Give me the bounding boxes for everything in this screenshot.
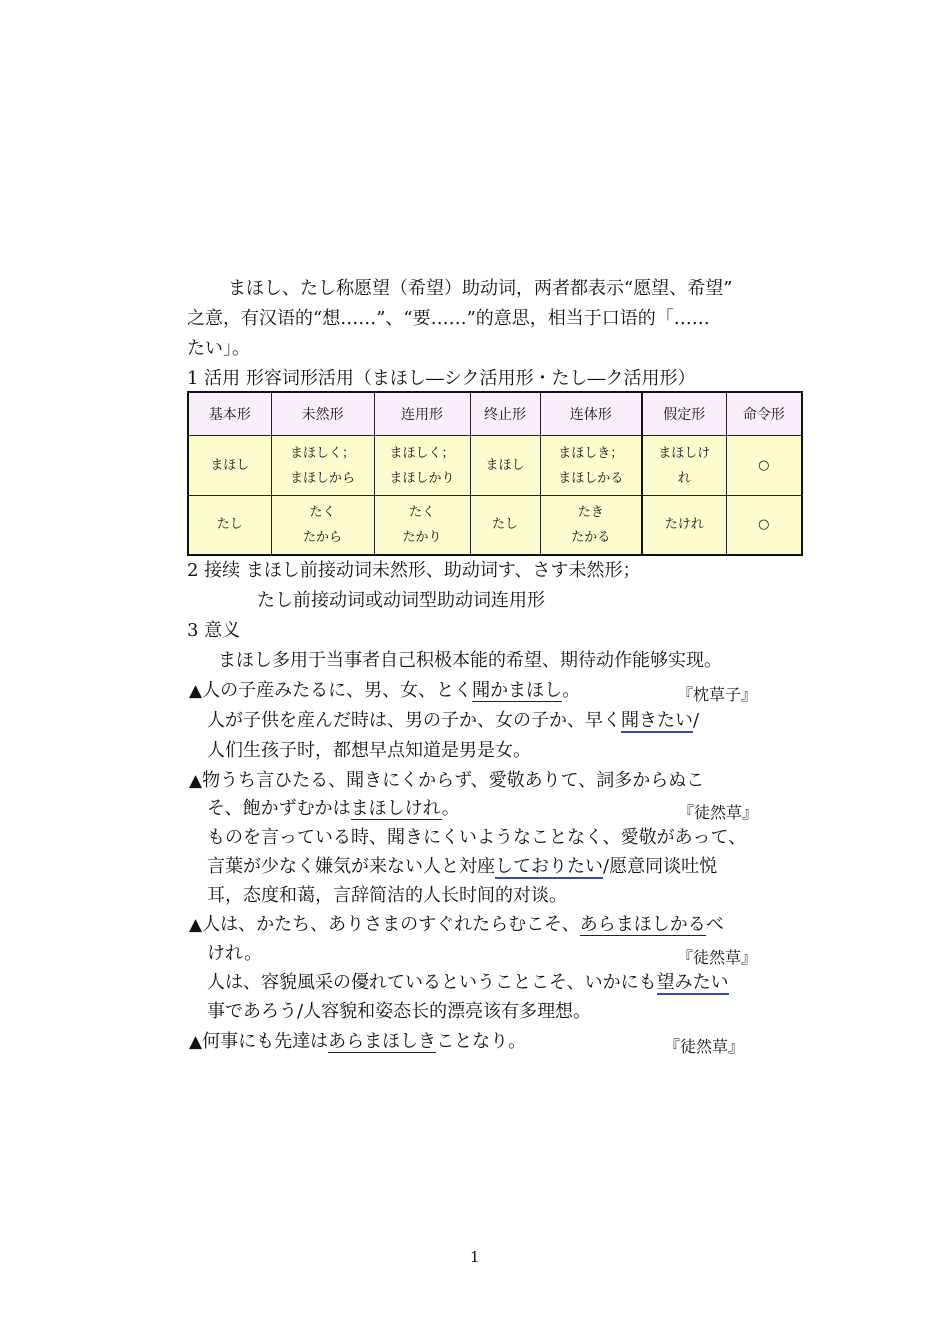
underlined-text: 聞きたい: [621, 710, 693, 731]
table-cell: たし: [470, 496, 540, 555]
underlined-text: 聞かまほし: [472, 680, 563, 701]
page-number: 1: [470, 1248, 480, 1266]
section-3-heading: 3 意义: [187, 620, 241, 641]
translation-text: 言葉が少なく嫌気が来ない人と対座: [207, 856, 495, 877]
cell-line: まほしく；: [289, 445, 355, 461]
header-cell: 假定形: [642, 392, 726, 436]
cell-line: たく: [309, 504, 336, 520]
section-3-description: まほし多用于当事者自己积极本能的希望、期待动作能够实现。: [218, 650, 722, 671]
table-row: [188, 496, 802, 555]
table-cell: たし: [188, 496, 271, 555]
sentence-text: 人の子産みたるに、男、女、とく: [202, 680, 473, 701]
triangle-bullet-icon: ▲: [189, 681, 203, 701]
sentence-text: そ、飽かずむかは: [207, 798, 351, 819]
cell-line: まほしから: [289, 470, 355, 486]
table-cell: まほし: [470, 436, 540, 496]
example-2-line-4: [207, 856, 717, 878]
conjugation-table: [187, 391, 803, 556]
translation-text: 人が子供を産んだ時は、男の子か、女の子か、早く: [207, 710, 621, 731]
source-citation: 『徒然草』: [664, 1037, 745, 1056]
sentence-text: べ: [705, 914, 724, 935]
cell-line: れ: [677, 470, 691, 486]
section-2-line-2: たし前接动词或动词型助动词连用形: [257, 590, 545, 611]
source-citation: 『枕草子』: [677, 685, 758, 704]
example-4-line-1: [189, 1031, 526, 1053]
example-3-line-2: けれ。: [207, 943, 263, 964]
underlined-text: 望みたい: [656, 972, 729, 993]
triangle-bullet-icon: ▲: [189, 915, 203, 935]
translation-text: 人は、容貌風采の優れているということこそ、いかにも: [207, 972, 657, 993]
cell-line: まほしけ: [658, 445, 711, 461]
header-cell: 基本形: [188, 392, 271, 436]
intro-line-1: まほし、たし称愿望（希望）助动词，两者都表示“愿望、希望”: [210, 278, 733, 299]
table-cell: [271, 496, 374, 555]
table-cell: [642, 436, 726, 496]
cell-line: まほしかる: [558, 470, 624, 486]
header-cell: 连用形: [374, 392, 470, 436]
intro-line-3: たい」。: [187, 338, 250, 359]
triangle-bullet-icon: ▲: [189, 1032, 203, 1052]
example-2-line-2: [207, 798, 460, 820]
underlined-text: しておりたい: [495, 856, 603, 877]
section-2-line-1: 2 接续 まほし前接动词未然形、助动词す、さす未然形；: [187, 560, 641, 581]
triangle-bullet-icon: ▲: [189, 771, 203, 791]
example-3-line-3: [207, 972, 729, 994]
header-cell: 连体形: [540, 392, 642, 436]
example-3-line-4: 事であろう/人容貌和姿态长的漂亮该有多理想。: [207, 1001, 592, 1022]
cell-line: まほしく；: [389, 445, 455, 461]
table-cell: ○: [726, 436, 802, 496]
sentence-text: ことなり。: [436, 1031, 527, 1052]
cell-line: まほしき；: [558, 445, 624, 461]
header-cell: 未然形: [271, 392, 374, 436]
table-row: [188, 436, 802, 496]
example-2-line-1: [189, 770, 704, 792]
translation-text: /: [693, 710, 700, 731]
table-cell: [271, 436, 374, 496]
example-1-line-3: 人们生孩子时，都想早点知道是男是女。: [207, 740, 531, 761]
underlined-text: あらまほしき: [328, 1031, 437, 1052]
example-1-line-2: [207, 710, 699, 732]
header-cell: 终止形: [470, 392, 540, 436]
table-cell: まほし: [188, 436, 271, 496]
cell-line: たかり: [402, 529, 442, 545]
table-cell: [374, 436, 470, 496]
cell-line: たから: [302, 529, 342, 545]
table-cell: [540, 496, 642, 555]
sentence-text: 何事にも先達は: [202, 1031, 329, 1052]
cell-line: たき: [577, 504, 604, 520]
underlined-text: あらまほしかる: [579, 914, 706, 935]
cell-line: たかる: [571, 529, 611, 545]
sentence-text: 人は、かたち、ありさまのすぐれたらむこそ、: [202, 914, 580, 935]
example-2-line-5: 耳，态度和蔼，言辞简洁的人长时间的对谈。: [207, 885, 567, 906]
cell-line: たく: [408, 504, 435, 520]
table-header-row: [188, 392, 802, 436]
sentence-text: 。: [562, 680, 581, 701]
example-3-line-1: [189, 914, 724, 936]
table-cell: [540, 436, 642, 496]
example-2-line-3: ものを言っている時、聞きにくいようなことなく、愛敬があって、: [207, 827, 747, 848]
sentence-text: 物うち言ひたる、聞きにくからず、愛敬ありて、詞多からぬこ: [202, 770, 705, 791]
table-cell: [374, 496, 470, 555]
table-cell: たけれ: [642, 496, 726, 555]
underlined-text: まほしけれ: [350, 798, 442, 819]
intro-line-2: 之意，有汉语的“想……”、“要……”的意思，相当于口语的「……: [187, 308, 710, 329]
section-1-heading: 1 活用 形容词形活用（まほし―シク活用形・たし―ク活用形）: [187, 368, 696, 389]
sentence-text: 。: [441, 798, 460, 819]
source-citation: 『徒然草』: [677, 948, 758, 967]
source-citation: 『徒然草』: [678, 803, 759, 822]
cell-line: まほしかり: [389, 470, 455, 486]
table-cell: ○: [726, 496, 802, 555]
example-1-line-1: [189, 680, 580, 702]
header-cell: 命令形: [726, 392, 802, 436]
translation-text: /愿意同谈吐悦: [603, 856, 718, 877]
